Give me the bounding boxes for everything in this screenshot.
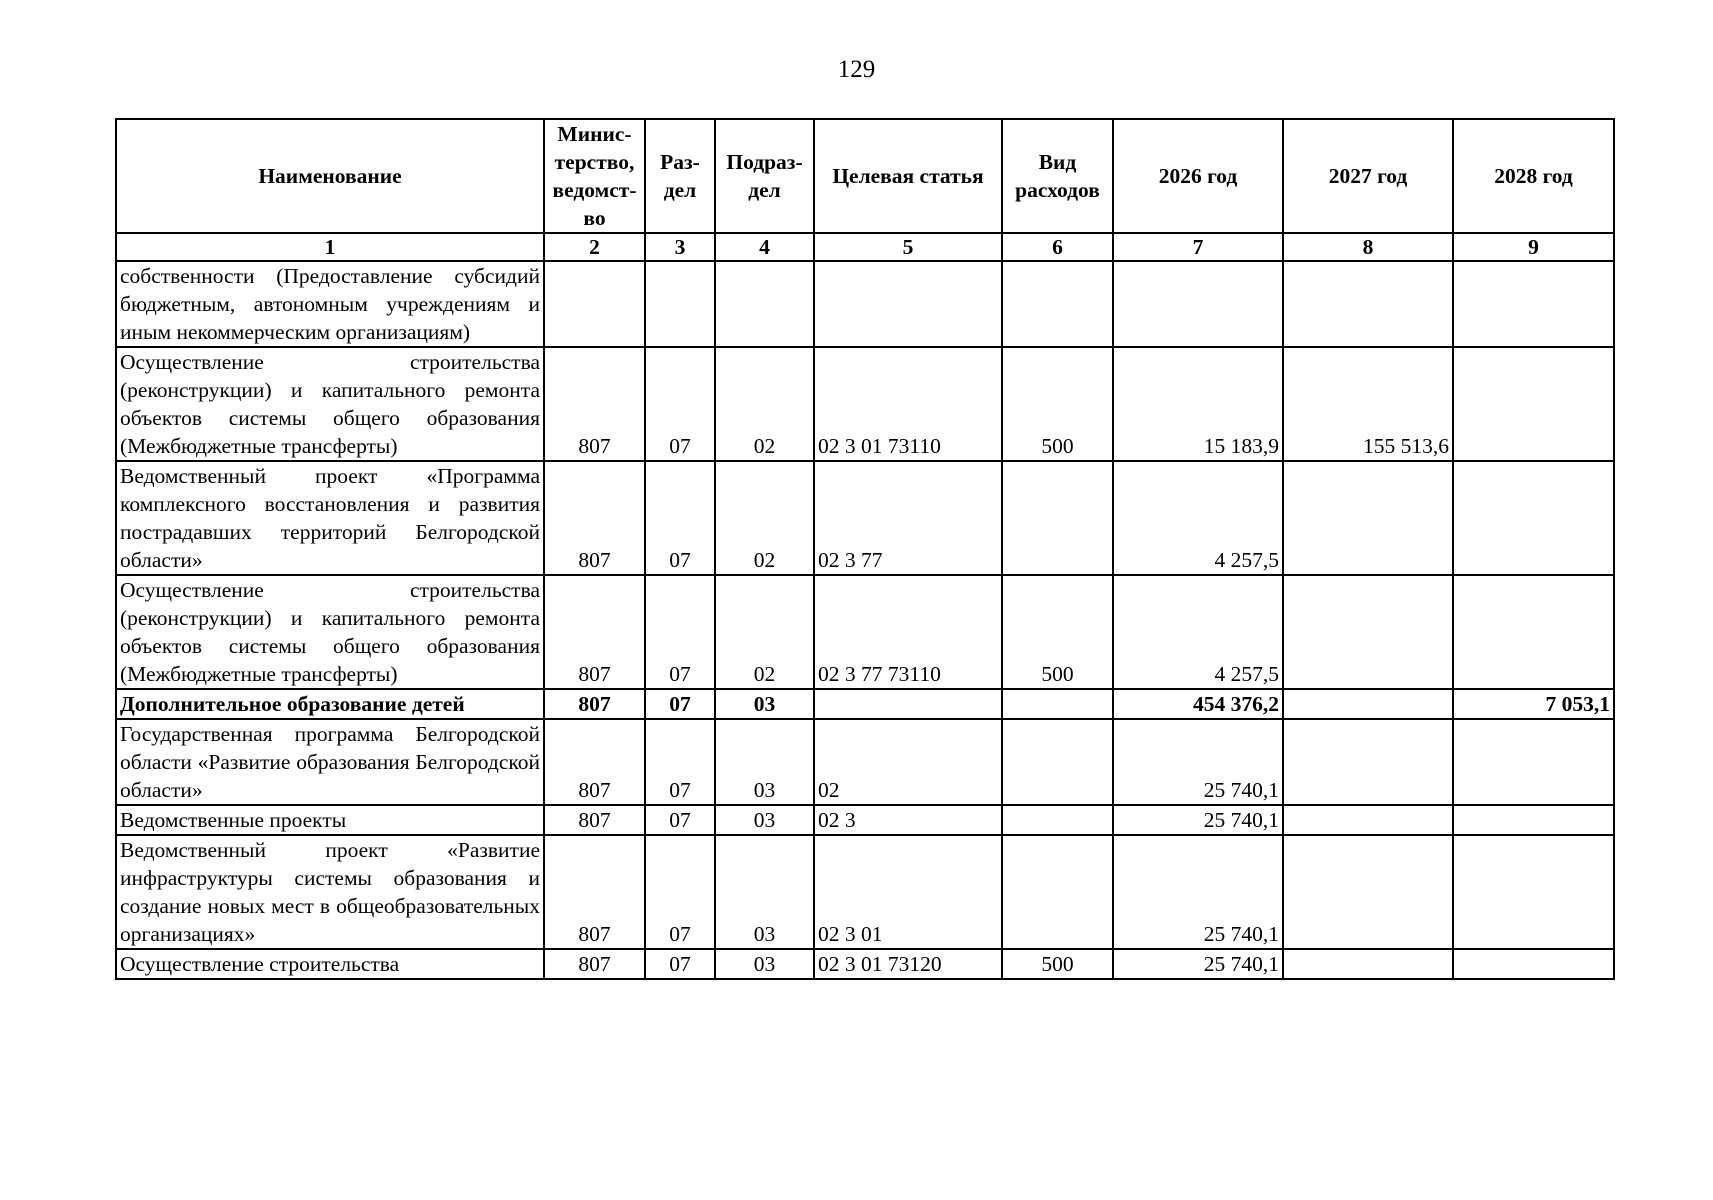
page-number: 129 xyxy=(837,56,876,83)
row-subsection xyxy=(715,261,814,347)
row-amount-2027 xyxy=(1283,461,1453,575)
header-ministry: Минис-терство, ведомст-во xyxy=(544,119,645,233)
table-row xyxy=(116,719,1614,805)
row-ministry: 807 xyxy=(544,949,645,979)
column-number: 4 xyxy=(715,233,814,261)
header-row xyxy=(116,119,1614,233)
column-number: 2 xyxy=(544,233,645,261)
row-amount-2028: 7 053,1 xyxy=(1453,689,1614,719)
row-section: 07 xyxy=(645,805,715,835)
row-amount-2027 xyxy=(1283,949,1453,979)
row-amount-2026: 25 740,1 xyxy=(1113,835,1283,949)
row-name: Ведомственный проект «Развитие инфраструктуры системы образования и создание новых мест в общеобразовательных организациях» xyxy=(116,835,544,949)
row-amount-2028 xyxy=(1453,719,1614,805)
row-expense-type xyxy=(1002,719,1113,805)
column-number: 7 xyxy=(1113,233,1283,261)
row-section: 07 xyxy=(645,949,715,979)
row-subsection: 03 xyxy=(715,835,814,949)
row-amount-2026 xyxy=(1113,261,1283,347)
row-amount-2028 xyxy=(1453,949,1614,979)
row-name: Осуществление строительства (реконструкции) и капитального ремонта объектов системы общего образования (Межбюджетные трансферты) xyxy=(116,575,544,689)
table-row xyxy=(116,575,1614,689)
row-section: 07 xyxy=(645,835,715,949)
row-subsection: 03 xyxy=(715,805,814,835)
row-subsection: 03 xyxy=(715,949,814,979)
row-amount-2028 xyxy=(1453,805,1614,835)
row-target-article: 02 3 77 73110 xyxy=(814,575,1002,689)
header-name: Наименование xyxy=(116,119,544,233)
table-row xyxy=(116,949,1614,979)
row-target-article: 02 3 01 xyxy=(814,835,1002,949)
row-name: Ведомственные проекты xyxy=(116,805,544,835)
row-ministry: 807 xyxy=(544,805,645,835)
row-amount-2027 xyxy=(1283,805,1453,835)
column-number: 5 xyxy=(814,233,1002,261)
row-ministry: 807 xyxy=(544,689,645,719)
row-ministry: 807 xyxy=(544,575,645,689)
row-amount-2028 xyxy=(1453,461,1614,575)
row-expense-type xyxy=(1002,689,1113,719)
table-row xyxy=(116,461,1614,575)
row-name: Осуществление строительства xyxy=(116,949,544,979)
row-amount-2028 xyxy=(1453,835,1614,949)
row-amount-2026: 25 740,1 xyxy=(1113,949,1283,979)
row-name: Осуществление строительства (реконструкции) и капитального ремонта объектов системы общего образования (Межбюджетные трансферты) xyxy=(116,347,544,461)
row-name: Дополнительное образование детей xyxy=(116,689,544,719)
row-amount-2027 xyxy=(1283,835,1453,949)
row-expense-type: 500 xyxy=(1002,949,1113,979)
row-amount-2028 xyxy=(1453,347,1614,461)
header-subsection: Подраз-дел xyxy=(715,119,814,233)
row-section: 07 xyxy=(645,347,715,461)
table-row xyxy=(116,261,1614,347)
row-target-article xyxy=(814,689,1002,719)
budget-table xyxy=(115,118,1615,980)
header-target-article: Целевая статья xyxy=(814,119,1002,233)
row-expense-type xyxy=(1002,805,1113,835)
row-target-article: 02 3 xyxy=(814,805,1002,835)
header-expense-type: Вид расходов xyxy=(1002,119,1113,233)
row-name: собственности (Предоставление субсидий бюджетным, автономным учреждениям и иным некоммерческим организациям) xyxy=(116,261,544,347)
row-amount-2027 xyxy=(1283,689,1453,719)
row-expense-type: 500 xyxy=(1002,575,1113,689)
row-amount-2028 xyxy=(1453,575,1614,689)
row-target-article xyxy=(814,261,1002,347)
row-amount-2027: 155 513,6 xyxy=(1283,347,1453,461)
row-target-article: 02 3 77 xyxy=(814,461,1002,575)
row-subsection: 03 xyxy=(715,689,814,719)
table-row xyxy=(116,805,1614,835)
row-section: 07 xyxy=(645,575,715,689)
row-ministry xyxy=(544,261,645,347)
row-target-article: 02 xyxy=(814,719,1002,805)
row-amount-2026: 4 257,5 xyxy=(1113,575,1283,689)
row-section: 07 xyxy=(645,461,715,575)
row-subsection: 03 xyxy=(715,719,814,805)
row-amount-2027 xyxy=(1283,261,1453,347)
table-row xyxy=(116,689,1614,719)
row-amount-2026: 25 740,1 xyxy=(1113,719,1283,805)
row-subsection: 02 xyxy=(715,461,814,575)
header-section: Раз-дел xyxy=(645,119,715,233)
row-amount-2027 xyxy=(1283,719,1453,805)
column-number: 1 xyxy=(116,233,544,261)
row-name: Государственная программа Белгородской области «Развитие образования Белгородской области» xyxy=(116,719,544,805)
row-amount-2028 xyxy=(1453,261,1614,347)
table-row xyxy=(116,347,1614,461)
header-2026: 2026 год xyxy=(1113,119,1283,233)
row-expense-type: 500 xyxy=(1002,347,1113,461)
header-2028: 2028 год xyxy=(1453,119,1614,233)
row-section: 07 xyxy=(645,689,715,719)
row-amount-2026: 15 183,9 xyxy=(1113,347,1283,461)
row-subsection: 02 xyxy=(715,347,814,461)
row-amount-2026: 25 740,1 xyxy=(1113,805,1283,835)
column-number-row xyxy=(116,233,1614,261)
column-number: 6 xyxy=(1002,233,1113,261)
column-number: 3 xyxy=(645,233,715,261)
row-name: Ведомственный проект «Программа комплексного восстановления и развития пострадавших территорий Белгородской области» xyxy=(116,461,544,575)
row-amount-2026: 454 376,2 xyxy=(1113,689,1283,719)
row-target-article: 02 3 01 73120 xyxy=(814,949,1002,979)
table-row xyxy=(116,835,1614,949)
row-expense-type xyxy=(1002,835,1113,949)
column-number: 9 xyxy=(1453,233,1614,261)
row-target-article: 02 3 01 73110 xyxy=(814,347,1002,461)
header-2027: 2027 год xyxy=(1283,119,1453,233)
row-subsection: 02 xyxy=(715,575,814,689)
column-number: 8 xyxy=(1283,233,1453,261)
row-amount-2026: 4 257,5 xyxy=(1113,461,1283,575)
row-ministry: 807 xyxy=(544,835,645,949)
row-ministry: 807 xyxy=(544,347,645,461)
row-section: 07 xyxy=(645,719,715,805)
row-ministry: 807 xyxy=(544,461,645,575)
row-expense-type xyxy=(1002,261,1113,347)
row-amount-2027 xyxy=(1283,575,1453,689)
row-ministry: 807 xyxy=(544,719,645,805)
row-expense-type xyxy=(1002,461,1113,575)
row-section xyxy=(645,261,715,347)
